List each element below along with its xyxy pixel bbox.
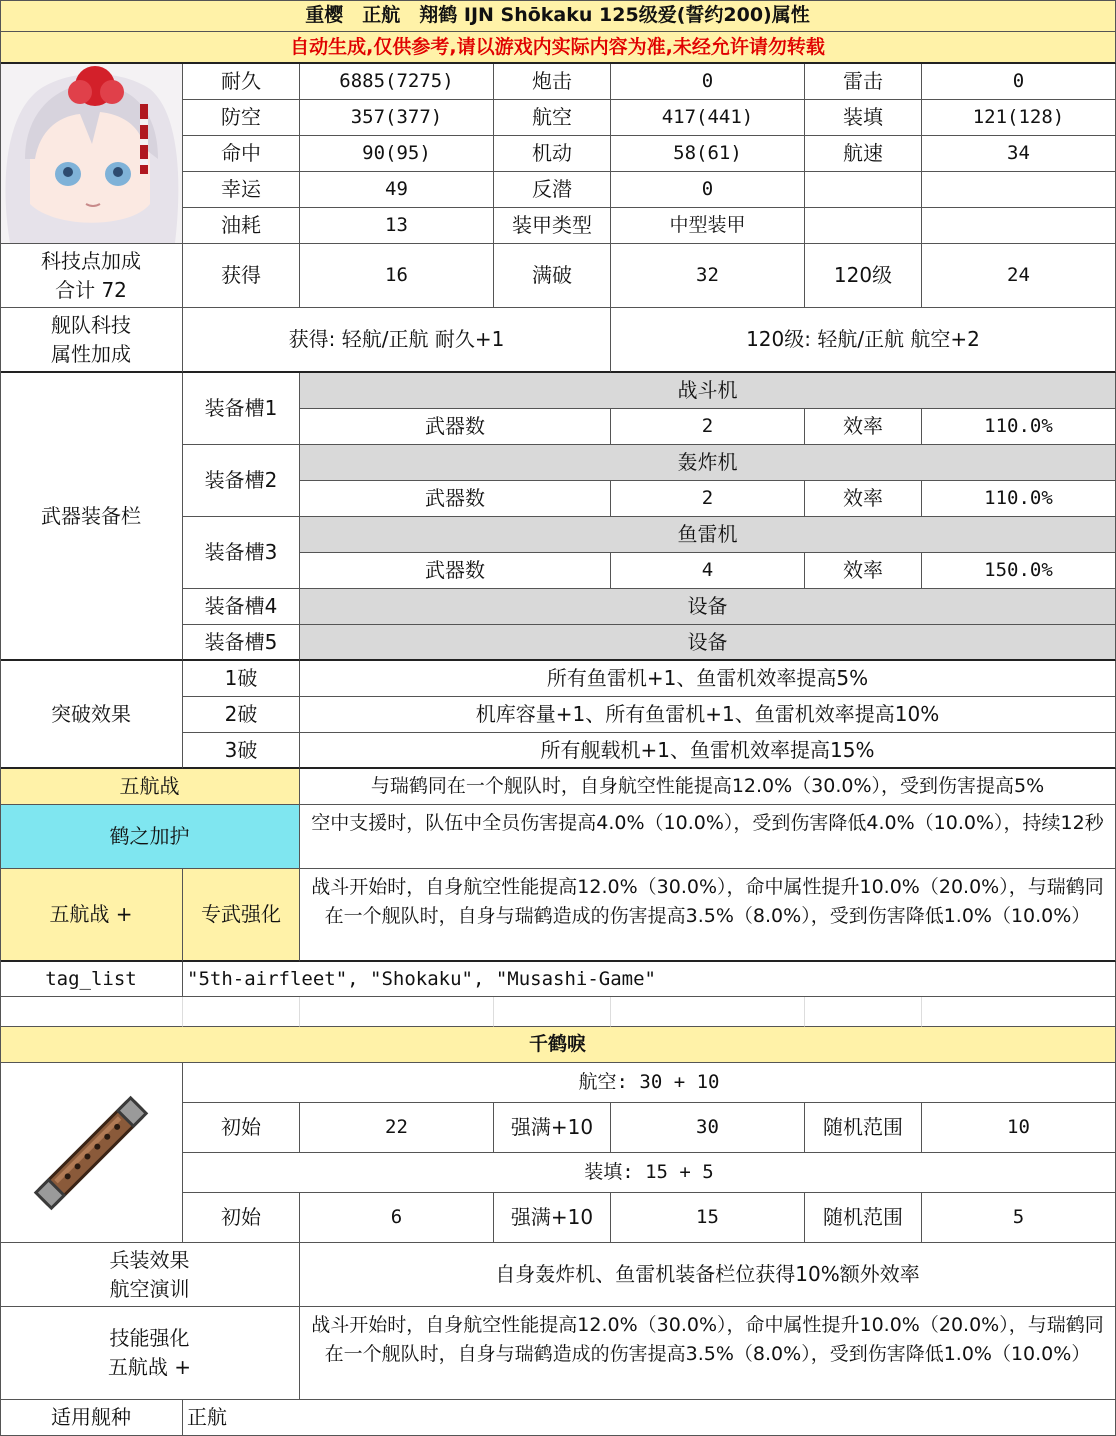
limit-break-text: 所有鱼雷机+1、鱼雷机效率提高5% (300, 661, 1116, 697)
ship-type-value: 正航 (183, 1400, 1116, 1436)
stat-label: 防空 (183, 100, 300, 136)
weapon-slot-type: 设备 (300, 625, 1116, 661)
limit-break-text: 机库容量+1、所有鱼雷机+1、鱼雷机效率提高10% (300, 697, 1116, 733)
stat-label: 装填 (805, 100, 922, 136)
character-portrait (0, 64, 183, 244)
gear-skill-label: 技能强化 五航战 + (0, 1307, 300, 1400)
spacer-cell (494, 997, 611, 1027)
gear-stat-label: 随机范围 (805, 1193, 922, 1243)
weapon-eff-value: 110.0% (922, 481, 1116, 517)
flute-icon (16, 1078, 166, 1228)
gear-stat-header: 航空: 30 + 10 (183, 1063, 1116, 1103)
spacer-cell (300, 997, 494, 1027)
skill-3-text: 战斗开始时，自身航空性能提高12.0%（30.0%），命中属性提升10.0%（20.0%），与瑞鹤同在一个舰队时，自身与瑞鹤造成的伤害提高3.5%（8.0%），受到伤害降低1.0%（10.0%） (311, 876, 1104, 927)
tag-list-value: "5th-airfleet", "Shokaku", "Musashi-Game" (183, 962, 1116, 997)
gear-stat-label: 强满+10 (494, 1193, 611, 1243)
weapon-eff-label: 效率 (805, 481, 922, 517)
weapon-slot-name: 装备槽2 (183, 445, 300, 517)
tech-120-value: 24 (922, 244, 1116, 308)
fleet-tech-get: 获得: 轻航/正航 耐久+1 (183, 308, 611, 373)
stat-label: 反潜 (494, 172, 611, 208)
gear-stat-value: 22 (300, 1103, 494, 1153)
gear-stat-label: 随机范围 (805, 1103, 922, 1153)
ship-type-label: 适用舰种 (0, 1400, 183, 1436)
weapon-count-value: 2 (611, 409, 805, 445)
tech-max-value: 32 (611, 244, 805, 308)
portrait-illustration (0, 64, 182, 243)
weapons-label: 武器装备栏 (0, 373, 183, 661)
tech-get-value: 16 (300, 244, 494, 308)
gear-stat-label: 初始 (183, 1103, 300, 1153)
weapon-slot-name: 装备槽5 (183, 625, 300, 661)
gear-stat-label: 初始 (183, 1193, 300, 1243)
sheet-title: 重樱 正航 翔鹤 IJN Shōkaku 125级爱(誓约200)属性 (0, 0, 1116, 32)
weapon-slot-type: 设备 (300, 589, 1116, 625)
gear-stat-value: 30 (611, 1103, 805, 1153)
stat-label (805, 208, 922, 244)
spacer-cell (922, 997, 1116, 1027)
skill-3-sub: 专武强化 (183, 869, 300, 962)
stat-label: 命中 (183, 136, 300, 172)
spacer-cell (183, 997, 300, 1027)
gear-stat-value: 15 (611, 1193, 805, 1243)
stat-value: 13 (300, 208, 494, 244)
fleet-tech-label: 舰队科技 属性加成 (0, 308, 183, 373)
weapon-slot-type: 战斗机 (300, 373, 1116, 409)
stat-label: 耐久 (183, 64, 300, 100)
gear-stat-value: 10 (922, 1103, 1116, 1153)
stat-value: 中型装甲 (611, 208, 805, 244)
gear-skill-text: 战斗开始时，自身航空性能提高12.0%（30.0%），命中属性提升10.0%（20.0%），与瑞鹤同在一个舰队时，自身与瑞鹤造成的伤害提高3.5%（8.0%），受到伤害降低1.0%（10.0%） (311, 1314, 1104, 1365)
skill-3-name: 五航战 + (0, 869, 183, 962)
stat-value: 121(128) (922, 100, 1116, 136)
gear-stat-value: 5 (922, 1193, 1116, 1243)
gear-stat-header: 装填: 15 + 5 (183, 1153, 1116, 1193)
weapon-count-value: 4 (611, 553, 805, 589)
skill-2-cell (300, 805, 1116, 869)
gear-effect-label: 兵装效果 航空演训 (0, 1243, 300, 1307)
spacer-cell (611, 997, 805, 1027)
stat-value (922, 172, 1116, 208)
tag-list-label: tag_list (0, 962, 183, 997)
stat-value: 0 (922, 64, 1116, 100)
tech-label: 科技点加成 合计 72 (0, 244, 183, 308)
gear-stat-value: 6 (300, 1193, 494, 1243)
skill-1-name: 五航战 (0, 769, 300, 805)
weapon-slot-name: 装备槽3 (183, 517, 300, 589)
weapon-eff-value: 110.0% (922, 409, 1116, 445)
stat-value: 417(441) (611, 100, 805, 136)
gear-stat-label: 强满+10 (494, 1103, 611, 1153)
stat-label: 炮击 (494, 64, 611, 100)
gear-title: 千鹤唳 (0, 1027, 1116, 1063)
weapon-slot-type: 鱼雷机 (300, 517, 1116, 553)
stat-value: 357(377) (300, 100, 494, 136)
skill-2-text: 空中支援时，队伍中全员伤害提高4.0%（10.0%），受到伤害降低4.0%（10.0%），持续12秒 (311, 812, 1104, 834)
stat-value: 58(61) (611, 136, 805, 172)
stat-label: 油耗 (183, 208, 300, 244)
skill-1-text: 与瑞鹤同在一个舰队时，自身航空性能提高12.0%（30.0%），受到伤害提高5% (300, 769, 1116, 805)
limit-break-label: 突破效果 (0, 661, 183, 769)
weapon-count-value: 2 (611, 481, 805, 517)
sheet-notice: 自动生成,仅供参考,请以游戏内实际内容为准,未经允许请勿转载 (0, 32, 1116, 64)
weapon-slot-name: 装备槽1 (183, 373, 300, 445)
weapon-count-label: 武器数 (300, 409, 611, 445)
spacer-cell (805, 997, 922, 1027)
stat-label: 航速 (805, 136, 922, 172)
weapon-eff-value: 150.0% (922, 553, 1116, 589)
fleet-tech-120: 120级: 轻航/正航 航空+2 (611, 308, 1116, 373)
stat-value: 49 (300, 172, 494, 208)
gear-effect-text: 自身轰炸机、鱼雷机装备栏位获得10%额外效率 (300, 1243, 1116, 1307)
tech-120-label: 120级 (805, 244, 922, 308)
weapon-eff-label: 效率 (805, 553, 922, 589)
spacer-cell (0, 997, 183, 1027)
tech-get-label: 获得 (183, 244, 300, 308)
weapon-slot-type: 轰炸机 (300, 445, 1116, 481)
gear-icon-cell (0, 1063, 183, 1243)
limit-break-level: 3破 (183, 733, 300, 769)
weapon-eff-label: 效率 (805, 409, 922, 445)
stat-label: 机动 (494, 136, 611, 172)
stat-value (922, 208, 1116, 244)
limit-break-text: 所有舰载机+1、鱼雷机效率提高15% (300, 733, 1116, 769)
stat-value: 90(95) (300, 136, 494, 172)
gear-skill-cell (300, 1307, 1116, 1400)
stat-label: 航空 (494, 100, 611, 136)
weapon-slot-name: 装备槽4 (183, 589, 300, 625)
stat-value: 0 (611, 172, 805, 208)
stat-label: 幸运 (183, 172, 300, 208)
skill-3-cell (300, 869, 1116, 962)
stat-label: 雷击 (805, 64, 922, 100)
tech-max-label: 满破 (494, 244, 611, 308)
limit-break-level: 1破 (183, 661, 300, 697)
stat-label: 装甲类型 (494, 208, 611, 244)
limit-break-level: 2破 (183, 697, 300, 733)
stat-value: 0 (611, 64, 805, 100)
stat-label (805, 172, 922, 208)
weapon-count-label: 武器数 (300, 481, 611, 517)
stat-value: 34 (922, 136, 1116, 172)
skill-2-name: 鹤之加护 (0, 805, 300, 869)
weapon-count-label: 武器数 (300, 553, 611, 589)
stat-value: 6885(7275) (300, 64, 494, 100)
